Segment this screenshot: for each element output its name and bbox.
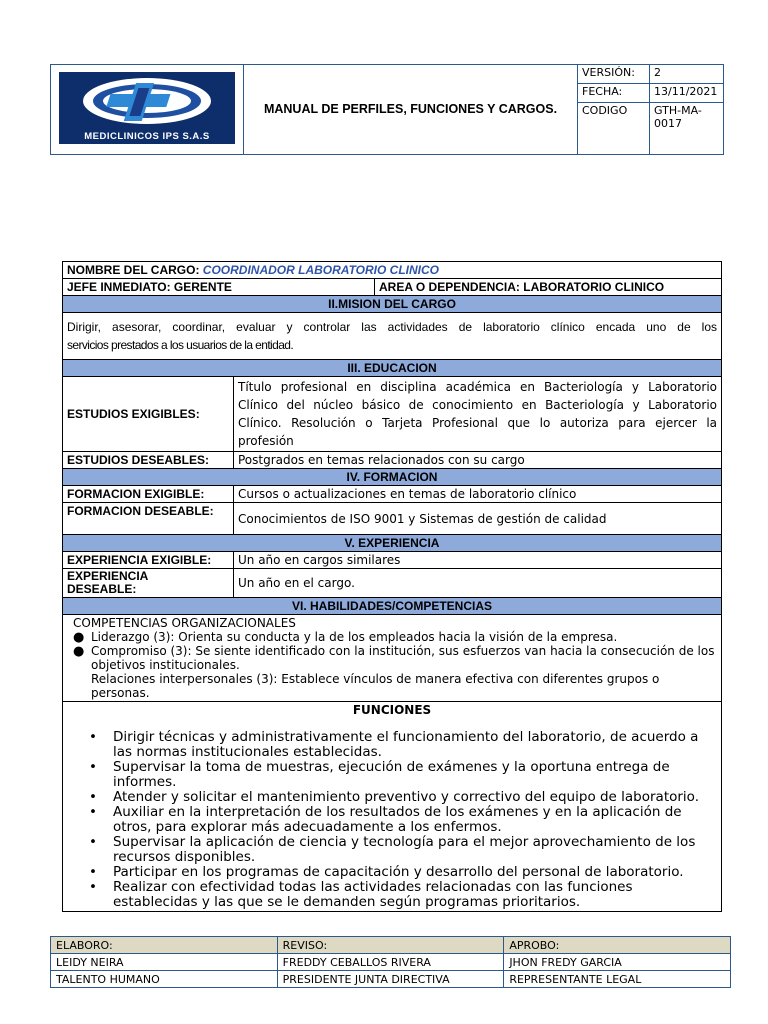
funcion-item [67,835,717,865]
funcion-item [67,865,717,880]
bullet-icon: • [89,759,97,775]
section-experiencia: V. EXPERIENCIA [63,535,722,552]
logo-text: MEDICLINICOS IPS S.A.S [84,130,210,142]
mision-text [63,313,722,360]
competencias-subheading: COMPETENCIAS ORGANIZACIONALES [73,616,296,630]
formacion-deseable-value: Conocimientos de ISO 9001 y Sistemas de gestión de calidad [234,503,722,535]
document-header [50,64,724,155]
estudios-deseables-label: ESTUDIOS DESEABLES: [63,452,234,469]
area-field: AREA O DEPENDENCIA: LABORATORIO CLINICO [375,279,722,296]
funcion-item [67,730,717,760]
date-value: 13/11/2021 [650,84,724,103]
section-habilidades: VI. HABILIDADES/COMPETENCIAS [63,598,722,615]
document-title: MANUAL DE PERFILES, FUNCIONES Y CARGOS. [244,65,578,155]
reviso-name: FREDDY CEBALLOS RIVERA [277,954,504,971]
competencia-item [67,644,717,672]
estudios-exigibles-value: Título profesional en disciplina académica en Bacteriología y Laboratorio Clínico del núcleo básico de conocimiento en Bacteriología y Laboratorio Clínico. Resolución o Tarjeta Profesional que lo autoriza para ejercer la profesión [234,377,722,452]
boss-field: JEFE INMEDIATO: GERENTE [63,279,375,296]
experiencia-deseable-label-2: DESEABLE: [67,582,137,596]
competencia-text: Liderazgo (3): Orienta su conducta y la de los empleados hacia la visión de la empresa. [91,630,618,644]
cargo-name-label: NOMBRE DEL CARGO: [67,263,200,277]
bullet-icon: ● [73,644,85,659]
bullet-icon: • [89,804,97,820]
profile-form [62,261,722,912]
elaboro-role: TALENTO HUMANO [51,971,278,988]
experiencia-deseable-label [63,569,234,598]
logo-cell [51,65,244,155]
version-label: VERSIÓN: [578,65,650,84]
mision-line-1: Dirigir, asesorar, coordinar, evaluar y controlar las actividades de laboratorio clínico encada uno de los [67,320,718,334]
code-value: GTH-MA-0017 [654,104,702,130]
experiencia-deseable-value: Un año en el cargo. [234,569,722,598]
experiencia-deseable-label-1: EXPERIENCIA [67,569,149,583]
medical-cross-icon [59,74,235,134]
funcion-text: Participar en los programas de capacitación y desarrollo del personal de laboratorio. [113,864,684,880]
aprobo-role: REPRESENTANTE LEGAL [504,971,731,988]
reviso-role: PRESIDENTE JUNTA DIRECTIVA [277,971,504,988]
funcion-text: Supervisar la toma de muestras, ejecución de exámenes y la oportuna entrega de informes. [113,759,670,790]
company-logo [59,72,235,144]
date-label: FECHA: [578,84,650,103]
bullet-icon: • [89,729,97,745]
experiencia-exigible-value: Un año en cargos similares [234,552,722,569]
competencia-text: Compromiso (3): Se siente identificado con la institución, sus esfuerzos van hacia la consecución de los objetivos institucionales. [91,644,715,672]
funcion-text: Realizar con efectividad todas las actividades relacionadas con las funciones establecidas y las que se le demanden según programas prioritarios. [113,879,633,910]
reviso-label: REVISO: [277,937,504,954]
funcion-item [67,805,717,835]
section-formacion: IV. FORMACION [63,469,722,486]
boss-area-row [63,279,722,296]
mision-line-2: servicios prestados a los usuarios de la entidad. [67,338,294,352]
funcion-item [67,880,717,910]
competencias-block [63,615,722,702]
cargo-row [63,262,722,279]
formacion-deseable-label: FORMACION DESEABLE: [63,503,234,535]
competencia-item [67,630,717,644]
estudios-deseables-value: Postgrados en temas relacionados con su cargo [234,452,722,469]
cargo-name-value: COORDINADOR LABORATORIO CLINICO [202,263,440,277]
approval-table [50,936,731,988]
section-mision: II.MISION DEL CARGO [63,296,722,313]
document-meta [578,65,724,155]
elaboro-name: LEIDY NEIRA [51,954,278,971]
funcion-text: Supervisar la aplicación de ciencia y tecnología para el mejor aprovechamiento de los recursos disponibles. [113,834,696,865]
formacion-exigible-value: Cursos o actualizaciones en temas de laboratorio clínico [234,486,722,503]
funcion-item [67,760,717,790]
funcion-text: Auxiliar en la interpretación de los resultados de los exámenes y en la aplicación de otros, para explorar más adecuadamente a los enfermos. [113,804,682,835]
funcion-text: Atender y solicitar el mantenimiento preventivo y correctivo del equipo de laboratorio. [113,789,699,805]
aprobo-name: JHON FREDY GARCIA [504,954,731,971]
section-educacion: III. EDUCACION [63,360,722,377]
formacion-exigible-label: FORMACION EXIGIBLE: [63,486,234,503]
bullet-icon: • [89,879,97,895]
funcion-text: Dirigir técnicas y administrativamente el funcionamiento del laboratorio, de acuerdo a las normas institucionales establecidas. [113,729,699,760]
funciones-heading: FUNCIONES [352,703,432,717]
bullet-icon: • [89,834,97,850]
code-label: CODIGO [578,103,650,155]
estudios-exigibles-label: ESTUDIOS EXIGIBLES: [63,377,234,452]
bullet-icon: • [89,864,97,880]
funciones-block [63,702,722,912]
bullet-icon: • [89,789,97,805]
aprobo-label: APROBO: [504,937,731,954]
funcion-item [67,790,717,805]
elaboro-label: ELABORO: [51,937,278,954]
experiencia-exigible-label: EXPERIENCIA EXIGIBLE: [63,552,234,569]
bullet-icon: ● [73,630,85,645]
version-value: 2 [650,65,724,84]
competencia-text: Relaciones interpersonales (3): Establece vínculos de manera efectiva con diferentes grupos o personas. [91,672,660,700]
